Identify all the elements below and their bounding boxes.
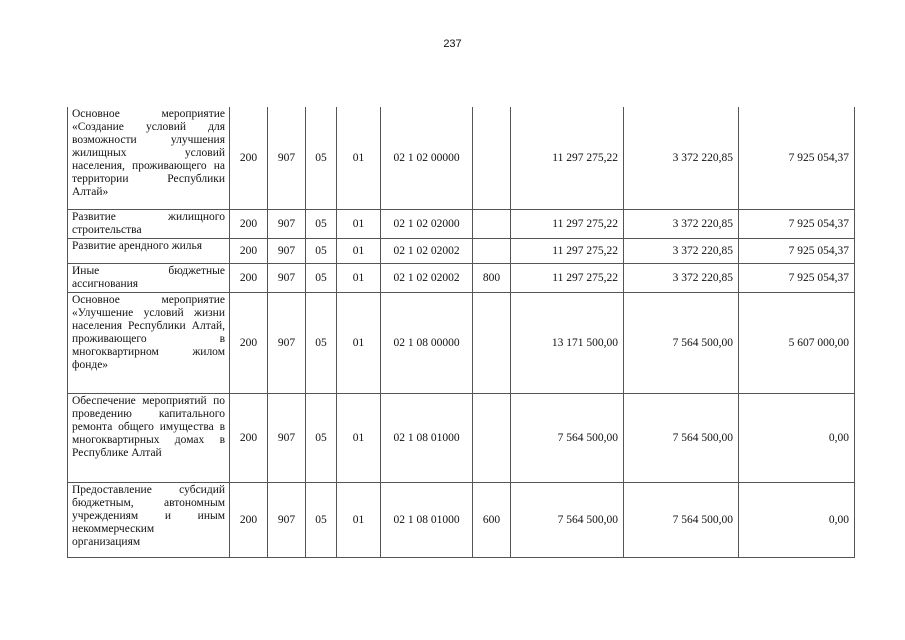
page-number: 237	[443, 38, 462, 50]
amount-1: 11 297 275,22	[511, 107, 624, 210]
department-code: 907	[268, 210, 306, 239]
admin-code: 200	[230, 483, 268, 558]
amount-2: 7 564 500,00	[624, 293, 739, 394]
table-row	[68, 107, 855, 210]
expense-type-code	[473, 293, 511, 394]
amount-3: 0,00	[739, 394, 855, 483]
table-row	[68, 210, 855, 239]
department-code: 907	[268, 483, 306, 558]
budget-table	[67, 107, 855, 558]
admin-code: 200	[230, 239, 268, 264]
section-code: 05	[306, 394, 337, 483]
amount-2: 3 372 220,85	[624, 210, 739, 239]
amount-2: 7 564 500,00	[624, 394, 739, 483]
section-code: 05	[306, 264, 337, 293]
subsection-code: 01	[337, 210, 381, 239]
amount-2: 7 564 500,00	[624, 483, 739, 558]
amount-1: 13 171 500,00	[511, 293, 624, 394]
department-code: 907	[268, 239, 306, 264]
amount-1: 7 564 500,00	[511, 483, 624, 558]
row-name: Развитие жилищного строительства	[68, 210, 230, 239]
section-code: 05	[306, 107, 337, 210]
row-name: Иные бюджетные ассигнования	[68, 264, 230, 293]
amount-1: 11 297 275,22	[511, 264, 624, 293]
expense-type-code: 800	[473, 264, 511, 293]
subsection-code: 01	[337, 107, 381, 210]
expense-type-code	[473, 394, 511, 483]
target-article-code: 02 1 02 02002	[381, 264, 473, 293]
table-row	[68, 483, 855, 558]
department-code: 907	[268, 107, 306, 210]
admin-code: 200	[230, 293, 268, 394]
target-article-code: 02 1 02 00000	[381, 107, 473, 210]
section-code: 05	[306, 293, 337, 394]
row-name: Основное мероприятие «Улучшение условий жизни населения Республики Алтай, проживающего в многоквартирном жилом фонде»	[68, 293, 230, 394]
amount-1: 11 297 275,22	[511, 239, 624, 264]
target-article-code: 02 1 02 02000	[381, 210, 473, 239]
target-article-code: 02 1 08 00000	[381, 293, 473, 394]
amount-2: 3 372 220,85	[624, 239, 739, 264]
row-name: Обеспечение мероприятий по проведению капитального ремонта общего имущества в многоквартирных домах в Республике Алтай	[68, 394, 230, 483]
row-name: Предоставление субсидий бюджетным, автономным учреждениям и иным некоммерческим организациям	[68, 483, 230, 558]
expense-type-code	[473, 239, 511, 264]
expense-type-code: 600	[473, 483, 511, 558]
amount-2: 3 372 220,85	[624, 107, 739, 210]
table-row	[68, 264, 855, 293]
amount-3: 7 925 054,37	[739, 239, 855, 264]
subsection-code: 01	[337, 394, 381, 483]
target-article-code: 02 1 08 01000	[381, 483, 473, 558]
target-article-code: 02 1 02 02002	[381, 239, 473, 264]
row-name: Развитие арендного жилья	[68, 239, 230, 264]
admin-code: 200	[230, 107, 268, 210]
department-code: 907	[268, 264, 306, 293]
row-name: Основное мероприятие «Создание условий для возможности улучшения жилищных условий населения, проживающего на территории Республики Алтай»	[68, 107, 230, 210]
subsection-code: 01	[337, 293, 381, 394]
expense-type-code	[473, 210, 511, 239]
section-code: 05	[306, 239, 337, 264]
admin-code: 200	[230, 394, 268, 483]
amount-3: 5 607 000,00	[739, 293, 855, 394]
amount-3: 7 925 054,37	[739, 264, 855, 293]
admin-code: 200	[230, 264, 268, 293]
amount-2: 3 372 220,85	[624, 264, 739, 293]
admin-code: 200	[230, 210, 268, 239]
section-code: 05	[306, 210, 337, 239]
expense-type-code	[473, 107, 511, 210]
section-code: 05	[306, 483, 337, 558]
amount-3: 7 925 054,37	[739, 107, 855, 210]
subsection-code: 01	[337, 239, 381, 264]
amount-1: 7 564 500,00	[511, 394, 624, 483]
table-row	[68, 239, 855, 264]
target-article-code: 02 1 08 01000	[381, 394, 473, 483]
amount-3: 7 925 054,37	[739, 210, 855, 239]
table-row	[68, 293, 855, 394]
table-row	[68, 394, 855, 483]
department-code: 907	[268, 394, 306, 483]
subsection-code: 01	[337, 264, 381, 293]
amount-1: 11 297 275,22	[511, 210, 624, 239]
amount-3: 0,00	[739, 483, 855, 558]
department-code: 907	[268, 293, 306, 394]
subsection-code: 01	[337, 483, 381, 558]
